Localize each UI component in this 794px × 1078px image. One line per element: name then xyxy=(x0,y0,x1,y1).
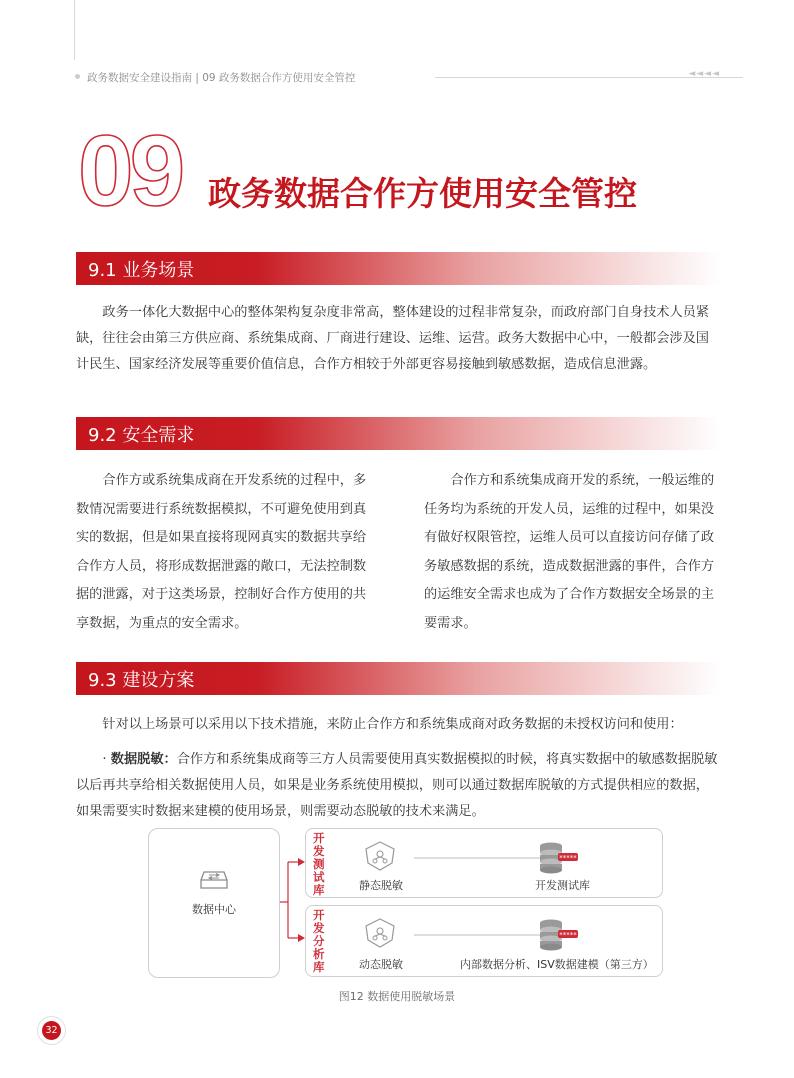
chapter-heading xyxy=(78,115,738,227)
section-heading-9-3 xyxy=(76,662,721,695)
db-badge: ***** xyxy=(559,854,577,862)
bullet-mark: · xyxy=(102,752,111,767)
dev-analysis-target-label: 内部数据分析、ISV数据建模（第三方） xyxy=(460,958,654,971)
header-arrows-icon: ◄◄◄◄ xyxy=(688,69,720,79)
database-icon xyxy=(538,841,580,875)
section-9-3-intro: 针对以上场景可以采用以下技术措施，来防止合作方和系统集成商对政务数据的未授权访问和使用： xyxy=(102,717,683,732)
section-9-2-right-column: 合作方和系统集成商开发的系统，一般运维的任务均为系统的开发人员，运维的过程中，如果没有做好权限管控，运维人员可以直接访问存储了政务敏感数据的系统，造成数据泄露的事件，合作方的运维安全需求也成为了合作方数据安全场景的主要需求。 xyxy=(424,473,715,631)
bullet-term: 数据脱敏： xyxy=(110,752,177,767)
chapter-number: 09 xyxy=(78,115,182,227)
static-masking-label: 静态脱敏 xyxy=(359,879,403,892)
masking-shield-icon xyxy=(364,918,396,948)
running-header xyxy=(75,68,720,86)
margin-line xyxy=(74,0,75,60)
header-text: 政务数据安全建设指南 | 09 政务数据合作方使用安全管控 xyxy=(87,72,356,84)
db-badge: ***** xyxy=(559,931,577,939)
section-heading-text: 9.1 业务场景 xyxy=(88,260,195,281)
bullet-text: 合作方和系统集成商等三方人员需要使用真实数据模拟的时候，将真实数据中的敏感数据脱敏以后再共享给相关数据使用人员，如果是业务系统使用模拟，则可以通过数据库脱敏的方式提供相应的数据，如果需要实时数据来建模的使用场景，则需要动态脱敏的技术来满足。 xyxy=(76,752,718,819)
row-label: 开发测试库 xyxy=(313,831,325,897)
masking-diagram xyxy=(148,828,664,978)
figure-caption: 图12 数据使用脱敏场景 xyxy=(338,990,456,1003)
data-center-box xyxy=(148,828,280,978)
server-switch-icon xyxy=(200,870,228,890)
section-heading-text: 9.2 安全需求 xyxy=(88,425,195,446)
data-center-label: 数据中心 xyxy=(192,903,236,916)
section-heading-text: 9.3 建设方案 xyxy=(88,670,195,691)
dynamic-masking-label: 动态脱敏 xyxy=(359,958,403,971)
masking-shield-icon xyxy=(364,841,396,871)
database-icon xyxy=(538,918,580,952)
dev-test-target-label: 开发测试库 xyxy=(535,879,590,892)
page-number: 32 xyxy=(42,1021,61,1040)
section-9-1-paragraph: 政务一体化大数据中心的整体架构复杂度非常高，整体建设的过程非常复杂，而政府部门自身技术人员紧缺，往往会由第三方供应商、系统集成商、厂商进行建设、运维、运营。政务大数据中心中，一般都会涉及国计民生、国家经济发展等重要价值信息，合作方相较于外部更容易接触到敏感数据，造成信息泄露。 xyxy=(76,305,710,372)
dev-analysis-row xyxy=(305,905,663,977)
section-heading-9-1 xyxy=(76,252,721,285)
section-heading-9-2 xyxy=(76,417,721,450)
dev-test-row xyxy=(305,828,663,898)
row-label: 开发分析库 xyxy=(313,908,325,974)
section-9-2-left-column: 合作方或系统集成商在开发系统的过程中，多数情况需要进行系统数据模拟，不可避免使用到真实的数据，但是如果直接将现网真实的数据共享给合作方人员，将形成数据泄露的敞口，无法控制数据的泄露，对于这类场景，控制好合作方使用的共享数据，为重点的安全需求。 xyxy=(76,473,367,631)
header-dot xyxy=(75,74,80,79)
bullet-data-masking xyxy=(76,747,721,825)
page-number-badge xyxy=(37,1016,66,1045)
chapter-title: 政务数据合作方使用安全管控 xyxy=(208,174,637,213)
